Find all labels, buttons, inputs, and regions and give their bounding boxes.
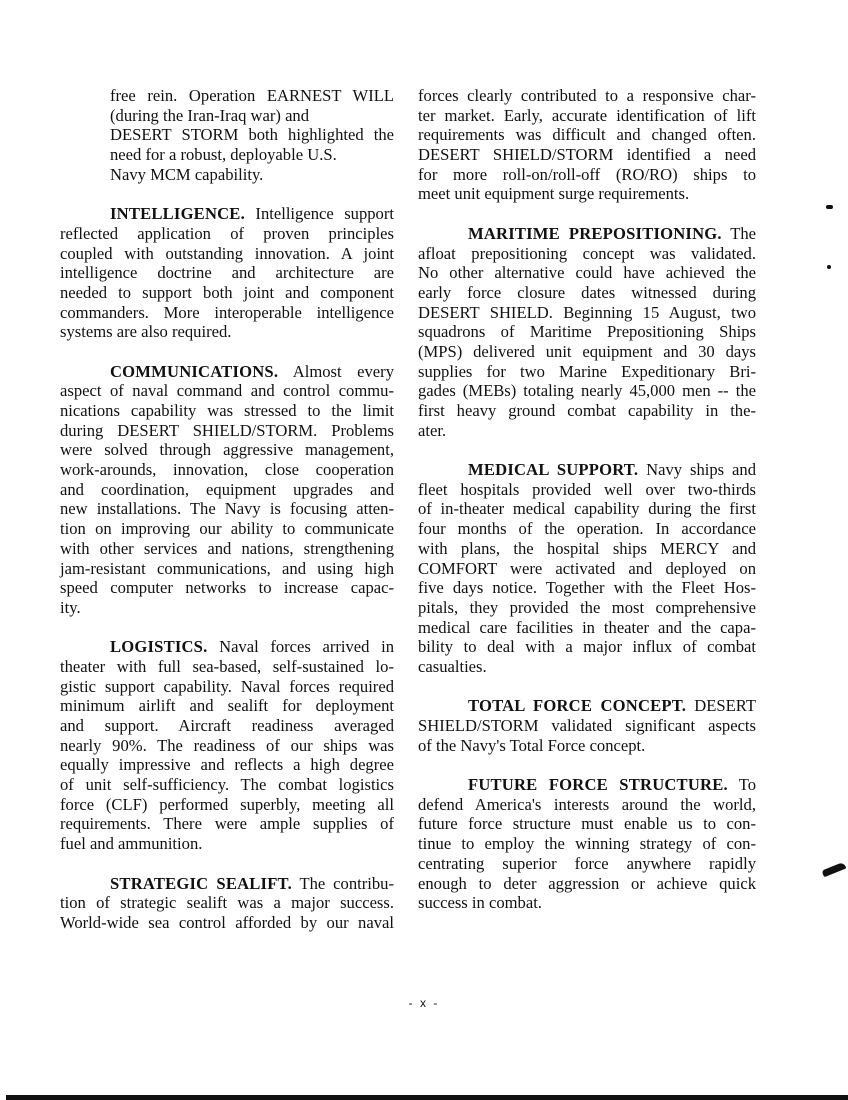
text-line: work-arounds, innovation, close cooperation [60,460,394,480]
text-line: ity. [60,597,81,617]
text-line: with other services and nations, strengthening [60,538,394,558]
text-line: with plans, the hospital ships MERCY and [418,538,756,558]
text-line: free rein. Operation EARNEST WILL [110,86,394,105]
text-line: four months of the operation. In accordance [418,519,756,539]
section-heading: FUTURE FORCE STRUCTURE. [468,775,728,795]
text-line: (during the Iran-Iraq war) and [110,105,310,125]
text-run: To [727,775,756,795]
text-line: force (CLF) performed superbly, meeting all [60,794,394,814]
section-heading: STRATEGIC SEALIFT. [110,873,292,893]
section-future-force-structure [418,775,756,913]
section-first-line [418,775,756,795]
text-line: reflected application of proven principles [60,223,394,243]
right-column [418,86,756,913]
text-run: Intelligence support [244,204,394,224]
section-heading: TOTAL FORCE CONCEPT. [468,696,687,716]
text-line: defend America's interests around the world, [418,794,756,814]
text-line: aspect of naval command and control commu- [60,381,394,401]
text-line: jam-resistant communications, and using high [60,558,394,578]
scan-edge-bar [6,1095,848,1100]
text-line: requirements was difficult and changed often. [418,125,756,145]
text-line: were solved through aggressive management, [60,440,394,460]
section-heading: MEDICAL SUPPORT. [468,460,639,480]
text-line: afloat prepositioning concept was validated. [418,243,756,263]
text-run: The contribu- [291,873,394,893]
text-line: tion on improving our ability to communicate [60,519,394,539]
text-line: DESERT STORM both highlighted the [110,125,394,145]
section-communications [60,362,394,618]
text-line: nearly 90%. The readiness of our ships was [60,735,394,755]
section-first-line [60,362,394,382]
text-line: fuel and ammunition. [60,834,203,854]
text-line: commanders. More interoperable intelligence [60,302,394,322]
text-line: new installations. The Navy is focusing atten- [60,499,394,519]
text-line: casualties. [418,656,487,676]
section-logistics [60,637,394,854]
text-line: bility to deal with a major influx of combat [418,637,756,657]
text-line: minimum airlift and sealift for deployment [60,696,394,716]
section-total-force-concept [418,696,756,755]
text-run: DESERT [686,696,756,716]
section-first-line [60,204,394,224]
scan-speck [822,862,847,877]
section-medical-support [418,460,756,677]
text-line: of unit self-sufficiency. The combat logistics [60,775,394,795]
text-line: theater with full sea-based, self-sustained lo- [60,656,394,676]
text-line: coupled with outstanding innovation. A joint [60,243,394,263]
section-first-line [60,874,394,894]
text-run: The [721,223,756,243]
text-line: tinue to employ the winning strategy of con- [418,834,756,854]
text-line: centrating superior force anywhere rapidly [418,853,756,873]
text-line: (MPS) delivered unit equipment and 30 days [418,341,756,361]
text-line: speed computer networks to increase capac- [60,578,394,598]
text-line: and coordination, equipment upgrades and [60,479,394,499]
text-line: of in-theater medical capability during the first [418,499,756,519]
text-line: nications capability was stressed to the limit [60,401,394,420]
text-line: gistic support capability. Naval forces required [60,676,394,696]
text-line: five days notice. Together with the Fleet Hos- [418,578,756,598]
section-first-line [418,696,756,716]
text-line: ater. [418,420,447,440]
text-line: Navy MCM capability. [110,164,264,184]
text-line: intelligence doctrine and architecture are [60,263,394,283]
left-column [60,86,394,933]
text-line: gades (MEBs) totaling nearly 45,000 men -- the [418,381,756,401]
section-heading: COMMUNICATIONS. [110,361,279,381]
text-line: early force closure dates witnessed during [418,282,756,302]
text-line: medical care facilities in theater and the capa- [418,617,756,637]
text-line: forces clearly contributed to a responsive char- [418,86,756,105]
section-intelligence [60,204,394,342]
section-heading: LOGISTICS. [110,637,208,657]
text-line: No other alternative could have achieved the [418,263,756,283]
text-line: of the Navy's Total Force concept. [418,735,646,755]
section-first-line [418,224,756,244]
text-line: needed to support both joint and component [60,282,394,302]
text-line: systems are also required. [60,322,232,342]
text-line: pitals, they provided the most comprehensive [418,597,756,617]
text-line: supplies for two Marine Expeditionary Bri- [418,361,756,381]
section-heading: MARITIME PREPOSITIONING. [468,223,722,243]
text-line: and support. Aircraft readiness averaged [60,716,394,735]
scan-speck [826,205,833,209]
page-number: - x - [408,996,440,1010]
text-line: first heavy ground combat capability in the- [418,401,756,420]
section-first-line [60,637,394,657]
text-line: meet unit equipment surge requirements. [418,184,690,204]
sealift-continued-paragraph [418,86,756,204]
intro-paragraph [60,86,394,184]
text-line: SHIELD/STORM validated significant aspects [418,716,756,735]
text-line: future force structure must enable us to con- [418,814,756,834]
text-run: Naval forces arrived in [207,637,394,657]
text-line: ter market. Early, accurate identification of lift [418,105,756,125]
text-line: DESERT SHIELD. Beginning 15 August, two [418,302,756,322]
text-run: Navy ships and [638,460,757,480]
section-heading: INTELLIGENCE. [110,204,245,224]
text-line: during DESERT SHIELD/STORM. Problems [60,420,394,440]
text-line: equally impressive and reflects a high degree [60,755,394,775]
text-line: success in combat. [418,893,542,913]
text-line: for more roll-on/roll-off (RO/RO) ships to [418,164,756,184]
text-line: fleet hospitals provided well over two-thirds [418,479,756,499]
text-line: need for a robust, deployable U.S. [110,145,337,165]
text-line: DESERT SHIELD/STORM identified a need [418,145,756,165]
text-line: tion of strategic sealift was a major success. [60,893,394,913]
text-line: requirements. There were ample supplies of [60,814,394,834]
scan-speck [827,265,831,269]
text-line: enough to deter aggression or achieve quick [418,873,756,893]
section-first-line [418,460,756,480]
text-run: Almost every [278,361,394,381]
section-maritime-prepositioning [418,224,756,441]
section-strategic-sealift [60,874,394,933]
text-line: squadrons of Maritime Prepositioning Ships [418,322,756,342]
text-line: COMFORT were activated and deployed on [418,558,756,578]
text-line: World-wide sea control afforded by our naval [60,912,394,932]
